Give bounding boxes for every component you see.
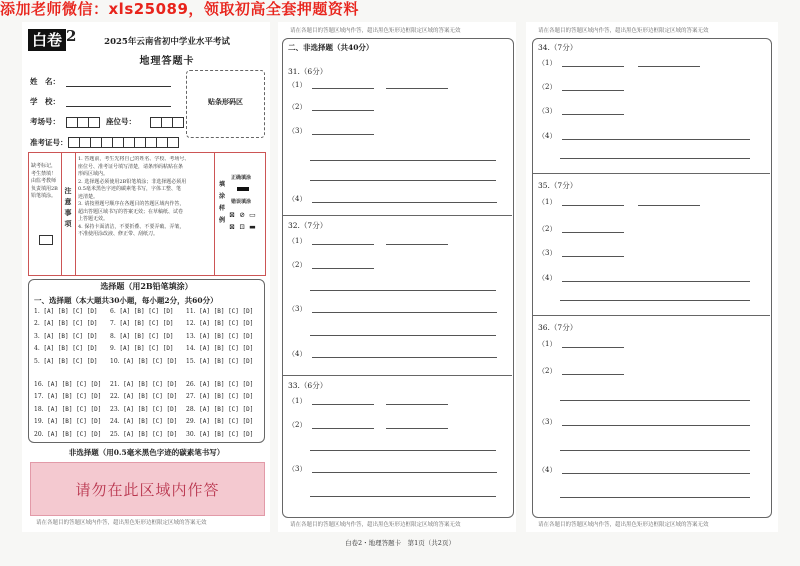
right-bottom-note: 请在各题目的答题区域内作答，超出黑色矩形边框限定区域的答案无效 bbox=[538, 522, 709, 528]
choice-q-9 bbox=[110, 345, 174, 352]
choice-header: 选择题（用2B铅笔填涂） bbox=[100, 281, 193, 291]
choice-option-c[interactable]: [C] bbox=[224, 332, 239, 340]
choice-number: 24. bbox=[110, 418, 120, 426]
choice-option-c[interactable]: [C] bbox=[224, 308, 239, 315]
choice-option-a[interactable]: [A] bbox=[43, 430, 58, 438]
choice-option-b[interactable]: [B] bbox=[130, 332, 145, 340]
answer-line[interactable] bbox=[312, 244, 374, 245]
choice-option-c[interactable]: [C] bbox=[68, 357, 84, 365]
choice-number: 18. bbox=[34, 405, 44, 413]
choice-number: 2. bbox=[34, 320, 40, 328]
choice-q-3 bbox=[34, 333, 98, 340]
choice-number: 26. bbox=[186, 381, 196, 388]
choice-option-a[interactable]: [A] bbox=[115, 308, 131, 315]
choice-q-4 bbox=[34, 345, 98, 352]
choice-option-c[interactable]: [C] bbox=[224, 393, 239, 401]
choice-option-c[interactable]: [C] bbox=[148, 418, 163, 426]
choice-number: 4. bbox=[34, 345, 40, 353]
choice-option-b[interactable]: [B] bbox=[130, 308, 145, 315]
choice-option-a[interactable]: [A] bbox=[195, 381, 210, 388]
choice-option-c[interactable]: [C] bbox=[224, 320, 239, 328]
answer-line[interactable] bbox=[560, 400, 750, 401]
choice-option-a[interactable]: [A] bbox=[39, 308, 55, 315]
choice-option-a[interactable]: [A] bbox=[119, 430, 134, 438]
sub-question-label: （3） bbox=[288, 305, 307, 313]
choice-option-b[interactable]: [B] bbox=[210, 430, 225, 438]
sub-question-label: （4） bbox=[538, 132, 557, 140]
choice-option-d[interactable]: [D] bbox=[83, 320, 98, 328]
choice-option-d[interactable]: [D] bbox=[238, 381, 254, 388]
choice-option-a[interactable]: [A] bbox=[195, 357, 210, 365]
answer-line[interactable] bbox=[386, 404, 448, 405]
choice-q-23 bbox=[110, 406, 177, 413]
answer-line[interactable] bbox=[560, 158, 750, 159]
choice-option-c[interactable]: [C] bbox=[148, 393, 163, 401]
sub-question-label: （4） bbox=[288, 195, 307, 203]
choice-q-30 bbox=[186, 431, 253, 438]
choice-option-a[interactable]: [A] bbox=[195, 418, 210, 426]
choice-option-c[interactable]: [C] bbox=[72, 430, 87, 438]
choice-option-b[interactable]: [B] bbox=[210, 405, 225, 413]
choice-option-c[interactable]: [C] bbox=[144, 345, 160, 353]
choice-number: 10. bbox=[110, 357, 120, 365]
sub-question-label: （2） bbox=[288, 421, 307, 429]
card-subtitle: 地理答题卡 bbox=[139, 56, 195, 67]
choice-option-c[interactable]: [C] bbox=[224, 430, 239, 438]
choice-option-b[interactable]: [B] bbox=[58, 430, 73, 438]
choice-option-a[interactable]: [A] bbox=[119, 381, 134, 388]
wrong-fill-marks-2: ⊠ ⊡ ▬ bbox=[229, 223, 257, 231]
choice-option-c[interactable]: [C] bbox=[224, 345, 239, 353]
page-footer: 白卷2・地理答题卡 第1页（共2页） bbox=[345, 539, 455, 547]
choice-option-a[interactable]: [A] bbox=[39, 357, 55, 365]
choice-option-a[interactable]: [A] bbox=[39, 320, 55, 328]
answer-line[interactable] bbox=[562, 347, 624, 348]
q-divider bbox=[533, 173, 770, 174]
choice-option-d[interactable]: [D] bbox=[238, 393, 254, 401]
notice-items: 1. 答题前，考生先将自己的姓名、学校、考场号、 座位号、准考证号填写清楚，请条形码粘贴在条 形码区域内。 2. 选择题必须使用2B铅笔填涂；非选择题必须用 0.5毫米黑色字迹的碳素笔书写，字体工整、笔 迹清楚。 3. 请按照题号顺序在各题目的答题区域内作答， 超出答题区域书写的答案无效；在草稿纸、试卷 上答题无效。 4. 保持卡面清洁，不要折叠、不要弄破、弄皱， 不准使用涂改液、修正带、刮纸刀。 bbox=[78, 156, 190, 237]
choice-option-c[interactable]: [C] bbox=[68, 308, 84, 315]
choice-number: 28. bbox=[186, 405, 196, 413]
answer-line[interactable] bbox=[560, 497, 750, 498]
choice-q-11 bbox=[186, 308, 253, 315]
choice-option-d[interactable]: [D] bbox=[83, 332, 98, 340]
choice-q-5 bbox=[34, 358, 98, 365]
choice-option-d[interactable]: [D] bbox=[162, 430, 178, 438]
choice-option-b[interactable]: [B] bbox=[210, 332, 225, 340]
choice-option-d[interactable]: [D] bbox=[162, 357, 178, 365]
choice-option-b[interactable]: [B] bbox=[210, 418, 225, 426]
answer-line[interactable] bbox=[386, 428, 448, 429]
choice-option-d[interactable]: [D] bbox=[83, 357, 98, 365]
choice-option-c[interactable]: [C] bbox=[144, 308, 160, 315]
choice-option-c[interactable]: [C] bbox=[148, 381, 163, 388]
choice-number: 8. bbox=[110, 332, 116, 340]
choice-option-d[interactable]: [D] bbox=[86, 381, 102, 388]
middle-bottom-note: 请在各题目的答题区域内作答，超出黑色矩形边框限定区域的答案无效 bbox=[290, 522, 461, 528]
choice-option-a[interactable]: [A] bbox=[115, 345, 131, 353]
answer-line[interactable] bbox=[310, 450, 496, 451]
answer-line[interactable] bbox=[562, 232, 624, 233]
choice-option-a[interactable]: [A] bbox=[115, 320, 131, 328]
choice-option-c[interactable]: [C] bbox=[72, 418, 87, 426]
choice-q-8 bbox=[110, 333, 174, 340]
choice-option-a[interactable]: [A] bbox=[115, 332, 131, 340]
answer-line[interactable] bbox=[312, 268, 374, 269]
barcode-area bbox=[186, 70, 265, 138]
choice-option-a[interactable]: [A] bbox=[43, 393, 58, 401]
sub-question-label: （3） bbox=[538, 418, 557, 426]
name-label: 姓 名： bbox=[30, 77, 60, 86]
answer-line[interactable] bbox=[562, 374, 624, 375]
answer-line[interactable] bbox=[560, 300, 750, 301]
choice-number: 13. bbox=[186, 332, 196, 340]
choice-q-22 bbox=[110, 393, 177, 400]
sub-question-label: （4） bbox=[538, 466, 557, 474]
sub-question-label: （4） bbox=[538, 274, 557, 282]
choice-option-d[interactable]: [D] bbox=[159, 308, 174, 315]
answer-line[interactable] bbox=[562, 256, 624, 257]
choice-number: 16. bbox=[34, 381, 44, 388]
choice-option-c[interactable]: [C] bbox=[68, 332, 84, 340]
choice-number: 1. bbox=[34, 308, 40, 315]
choice-option-d[interactable]: [D] bbox=[159, 320, 174, 328]
choice-number: 5. bbox=[34, 357, 40, 365]
exam-room-label: 考场号： bbox=[30, 117, 60, 126]
choice-option-b[interactable]: [B] bbox=[134, 405, 149, 413]
answer-line[interactable] bbox=[310, 180, 496, 181]
sub-question-label: （1） bbox=[288, 81, 307, 89]
answer-line[interactable] bbox=[560, 450, 750, 451]
choice-option-d[interactable]: [D] bbox=[238, 345, 254, 353]
choice-option-c[interactable]: [C] bbox=[148, 405, 163, 413]
answer-line[interactable] bbox=[310, 160, 496, 161]
sub-question-label: （1） bbox=[538, 198, 557, 206]
choice-number: 9. bbox=[110, 345, 116, 353]
choice-option-d[interactable]: [D] bbox=[86, 405, 102, 413]
choice-option-a[interactable]: [A] bbox=[39, 345, 55, 353]
sub-question-label: （2） bbox=[538, 83, 557, 91]
choice-option-b[interactable]: [B] bbox=[134, 357, 149, 365]
choice-option-b[interactable]: [B] bbox=[54, 357, 69, 365]
choice-q-10 bbox=[110, 358, 177, 365]
choice-number: 21. bbox=[110, 381, 120, 388]
sub-question-label: （2） bbox=[538, 367, 557, 375]
answer-line[interactable] bbox=[310, 290, 496, 291]
paper-badge-number: 2 bbox=[66, 27, 77, 45]
choice-number: 23. bbox=[110, 405, 120, 413]
choice-option-a[interactable]: [A] bbox=[195, 430, 210, 438]
choice-option-b[interactable]: [B] bbox=[130, 320, 145, 328]
choice-option-b[interactable]: [B] bbox=[210, 381, 225, 388]
answer-line[interactable] bbox=[562, 281, 750, 282]
choice-option-d[interactable]: [D] bbox=[86, 430, 102, 438]
choice-q-7 bbox=[110, 320, 174, 327]
choice-option-a[interactable]: [A] bbox=[43, 418, 58, 426]
choice-option-b[interactable]: [B] bbox=[54, 332, 69, 340]
answer-line[interactable] bbox=[312, 202, 497, 203]
choice-option-c[interactable]: [C] bbox=[72, 381, 87, 388]
choice-option-c[interactable]: [C] bbox=[224, 381, 239, 388]
choice-option-c[interactable]: [C] bbox=[148, 357, 163, 365]
choice-q-26 bbox=[186, 381, 253, 388]
sub-question-label: （3） bbox=[538, 107, 557, 115]
choice-number: 15. bbox=[186, 357, 196, 365]
choice-option-b[interactable]: [B] bbox=[134, 418, 149, 426]
choice-option-b[interactable]: [B] bbox=[210, 393, 225, 401]
choice-q-6 bbox=[110, 308, 174, 315]
middle-top-note: 请在各题目的答题区域内作答，超出黑色矩形边框限定区域的答案无效 bbox=[290, 28, 461, 34]
choice-option-d[interactable]: [D] bbox=[238, 430, 254, 438]
choice-q-16 bbox=[34, 381, 101, 388]
absent-mark-column bbox=[29, 153, 62, 275]
wrong-fill-marks: ⊠ ⊘ ▭ bbox=[229, 211, 257, 219]
ticket-label: 准考证号： bbox=[30, 138, 68, 147]
choice-option-a[interactable]: [A] bbox=[195, 393, 210, 401]
sub-question-label: （3） bbox=[538, 249, 557, 257]
choice-option-d[interactable]: [D] bbox=[159, 345, 174, 353]
choice-option-a[interactable]: [A] bbox=[119, 357, 134, 365]
choice-option-a[interactable]: [A] bbox=[39, 332, 55, 340]
sub-question-label: （2） bbox=[538, 225, 557, 233]
choice-option-b[interactable]: [B] bbox=[58, 381, 73, 388]
q-divider bbox=[283, 375, 512, 376]
choice-option-b[interactable]: [B] bbox=[58, 418, 73, 426]
choice-q-13 bbox=[186, 333, 253, 340]
choice-option-a[interactable]: [A] bbox=[195, 332, 210, 340]
exam-room-boxes[interactable] bbox=[66, 117, 99, 128]
question-32-label: 32.（7分） bbox=[288, 221, 328, 230]
choice-number: 25. bbox=[110, 430, 120, 438]
choice-option-b[interactable]: [B] bbox=[58, 393, 73, 401]
choice-option-d[interactable]: [D] bbox=[86, 393, 102, 401]
choice-option-d[interactable]: [D] bbox=[238, 332, 254, 340]
forbidden-zone bbox=[30, 462, 265, 516]
choice-option-c[interactable]: [C] bbox=[224, 405, 239, 413]
choice-q-24 bbox=[110, 418, 177, 425]
choice-q-2 bbox=[34, 320, 98, 327]
choice-q-18 bbox=[34, 406, 101, 413]
choice-q-20 bbox=[34, 431, 101, 438]
answer-line[interactable] bbox=[312, 110, 374, 111]
sub-question-label: （1） bbox=[538, 59, 557, 67]
right-answer-area bbox=[532, 38, 772, 518]
choice-option-b[interactable]: [B] bbox=[58, 405, 73, 413]
paper-badge: 白卷 bbox=[28, 29, 66, 51]
choice-option-c[interactable]: [C] bbox=[68, 345, 84, 353]
choice-number: 17. bbox=[34, 393, 44, 401]
choice-option-c[interactable]: [C] bbox=[72, 405, 87, 413]
choice-option-c[interactable]: [C] bbox=[68, 320, 84, 328]
sub-question-label: （4） bbox=[288, 350, 307, 358]
answer-line[interactable] bbox=[638, 205, 700, 206]
choice-number: 11. bbox=[186, 308, 196, 315]
answer-line[interactable] bbox=[310, 496, 496, 497]
choice-option-d[interactable]: [D] bbox=[162, 381, 178, 388]
forbidden-zone-text: 请勿在此区域内作答 bbox=[75, 481, 220, 499]
choice-option-d[interactable]: [D] bbox=[86, 418, 102, 426]
fill-example-column bbox=[214, 153, 265, 275]
choice-number: 6. bbox=[110, 308, 116, 315]
choice-option-a[interactable]: [A] bbox=[43, 405, 58, 413]
choice-option-b[interactable]: [B] bbox=[210, 345, 225, 353]
choice-q-14 bbox=[186, 345, 253, 352]
choice-option-a[interactable]: [A] bbox=[195, 345, 210, 353]
choice-option-d[interactable]: [D] bbox=[159, 332, 174, 340]
wrong-fill-label: 错误填涂 bbox=[231, 199, 252, 205]
sub-question-label: （1） bbox=[288, 397, 307, 405]
choice-q-28 bbox=[186, 406, 253, 413]
school-field[interactable] bbox=[66, 106, 171, 107]
choice-option-d[interactable]: [D] bbox=[162, 393, 178, 401]
choice-option-d[interactable]: [D] bbox=[238, 308, 254, 315]
choice-number: 30. bbox=[186, 430, 196, 438]
answer-line[interactable] bbox=[312, 472, 497, 473]
choice-option-b[interactable]: [B] bbox=[210, 357, 225, 365]
choice-option-a[interactable]: [A] bbox=[195, 320, 210, 328]
choice-option-d[interactable]: [D] bbox=[162, 405, 178, 413]
choice-option-b[interactable]: [B] bbox=[210, 308, 225, 315]
question-31-label: 31.（6分） bbox=[288, 67, 328, 76]
choice-option-c[interactable]: [C] bbox=[224, 418, 239, 426]
choice-option-a[interactable]: [A] bbox=[43, 381, 58, 388]
choice-option-a[interactable]: [A] bbox=[119, 405, 134, 413]
notice-heading: 注 意 事 项 bbox=[61, 153, 76, 275]
choice-q-12 bbox=[186, 320, 253, 327]
choice-option-a[interactable]: [A] bbox=[119, 418, 134, 426]
choice-option-c[interactable]: [C] bbox=[72, 393, 87, 401]
sub-question-label: （1） bbox=[538, 340, 557, 348]
barcode-label: 贴条形码区 bbox=[208, 97, 243, 106]
choice-number: 3. bbox=[34, 332, 40, 340]
choice-q-1 bbox=[34, 308, 98, 315]
nonchoice-header: 非选择题（用0.5毫米黑色字迹的碳素笔书写） bbox=[68, 448, 225, 457]
answer-line[interactable] bbox=[310, 335, 496, 336]
choice-q-15 bbox=[186, 358, 253, 365]
choice-option-b[interactable]: [B] bbox=[134, 393, 149, 401]
choice-number: 19. bbox=[34, 418, 44, 426]
exam-title: 2025年云南省初中学业水平考试 bbox=[104, 37, 230, 47]
answer-line[interactable] bbox=[312, 134, 374, 135]
choice-number: 14. bbox=[186, 345, 196, 353]
choice-option-b[interactable]: [B] bbox=[210, 320, 225, 328]
choice-option-c[interactable]: [C] bbox=[144, 332, 160, 340]
choice-option-b[interactable]: [B] bbox=[130, 345, 145, 353]
question-35-label: 35.（7分） bbox=[538, 181, 578, 190]
answer-line[interactable] bbox=[312, 88, 374, 89]
choice-option-d[interactable]: [D] bbox=[83, 308, 98, 315]
sub-question-label: （1） bbox=[288, 237, 307, 245]
choice-option-a[interactable]: [A] bbox=[195, 308, 210, 315]
correct-fill-mark bbox=[237, 187, 249, 191]
choice-option-b[interactable]: [B] bbox=[134, 430, 149, 438]
choice-option-b[interactable]: [B] bbox=[54, 345, 69, 353]
ticket-boxes[interactable] bbox=[68, 137, 178, 148]
seat-no-label: 座位号： bbox=[106, 117, 136, 126]
fill-example-heading: 填 涂 样 例 bbox=[218, 181, 225, 224]
absent-note: 缺考标记， 考生禁填！ 由监考教师 负责填用2B 铅笔填涂。 bbox=[31, 163, 58, 199]
q-divider bbox=[533, 315, 770, 316]
sub-question-label: （2） bbox=[288, 103, 307, 111]
left-bottom-note: 请在各题目的答题区域内作答，超出黑色矩形边框限定区域的答案无效 bbox=[36, 520, 207, 526]
choice-option-d[interactable]: [D] bbox=[238, 418, 254, 426]
question-33-label: 33.（6分） bbox=[288, 381, 328, 390]
answer-line[interactable] bbox=[562, 114, 624, 115]
correct-fill-label: 正确填涂 bbox=[231, 175, 252, 181]
watermark-text: 添加老师微信：xls25089，领取初高全套押题资料 bbox=[0, 0, 359, 18]
nonchoice-section-title: 二、非选择题（共40分） bbox=[288, 43, 374, 52]
choice-option-b[interactable]: [B] bbox=[54, 308, 69, 315]
choice-number: 22. bbox=[110, 393, 120, 401]
absent-checkbox[interactable] bbox=[39, 235, 53, 245]
notice-box bbox=[28, 152, 266, 276]
choice-number: 29. bbox=[186, 418, 196, 426]
school-label: 学 校： bbox=[30, 97, 60, 106]
choice-option-c[interactable]: [C] bbox=[148, 430, 163, 438]
answer-line[interactable] bbox=[562, 425, 750, 426]
choice-q-29 bbox=[186, 418, 253, 425]
name-field[interactable] bbox=[66, 86, 171, 87]
q-divider bbox=[283, 215, 512, 216]
question-36-label: 36.（7分） bbox=[538, 323, 578, 332]
choice-option-d[interactable]: [D] bbox=[238, 405, 254, 413]
answer-line[interactable] bbox=[562, 473, 750, 474]
answer-line[interactable] bbox=[638, 66, 700, 67]
choice-number: 7. bbox=[110, 320, 116, 328]
choice-number: 27. bbox=[186, 393, 196, 401]
choice-option-c[interactable]: [C] bbox=[224, 357, 239, 365]
answer-line[interactable] bbox=[562, 66, 624, 67]
choice-option-b[interactable]: [B] bbox=[134, 381, 149, 388]
choice-q-25 bbox=[110, 431, 177, 438]
choice-option-a[interactable]: [A] bbox=[119, 393, 134, 401]
choice-number: 12. bbox=[186, 320, 196, 328]
choice-option-d[interactable]: [D] bbox=[83, 345, 98, 353]
choice-q-21 bbox=[110, 381, 177, 388]
right-top-note: 请在各题目的答题区域内作答，超出黑色矩形边框限定区域的答案无效 bbox=[538, 28, 709, 34]
choice-title: 一、选择题（本大题共30小题，每小题2分，共60分） bbox=[34, 296, 218, 305]
answer-line[interactable] bbox=[386, 244, 448, 245]
choice-option-d[interactable]: [D] bbox=[238, 357, 254, 365]
answer-line[interactable] bbox=[312, 404, 374, 405]
answer-line[interactable] bbox=[562, 90, 624, 91]
choice-number: 20. bbox=[34, 430, 44, 438]
answer-line[interactable] bbox=[312, 428, 374, 429]
sub-question-label: （2） bbox=[288, 261, 307, 269]
choice-q-17 bbox=[34, 393, 101, 400]
choice-q-27 bbox=[186, 393, 253, 400]
choice-option-a[interactable]: [A] bbox=[195, 405, 210, 413]
choice-option-d[interactable]: [D] bbox=[162, 418, 178, 426]
answer-line[interactable] bbox=[562, 205, 624, 206]
sub-question-label: （3） bbox=[288, 465, 307, 473]
answer-line[interactable] bbox=[562, 139, 750, 140]
choice-option-d[interactable]: [D] bbox=[238, 320, 254, 328]
answer-line[interactable] bbox=[386, 88, 448, 89]
answer-line[interactable] bbox=[312, 312, 497, 313]
answer-line[interactable] bbox=[312, 357, 497, 358]
choice-q-19 bbox=[34, 418, 101, 425]
choice-option-b[interactable]: [B] bbox=[54, 320, 69, 328]
seat-no-boxes[interactable] bbox=[150, 117, 183, 128]
choice-option-c[interactable]: [C] bbox=[144, 320, 160, 328]
sub-question-label: （3） bbox=[288, 127, 307, 135]
question-34-label: 34.（7分） bbox=[538, 43, 578, 52]
